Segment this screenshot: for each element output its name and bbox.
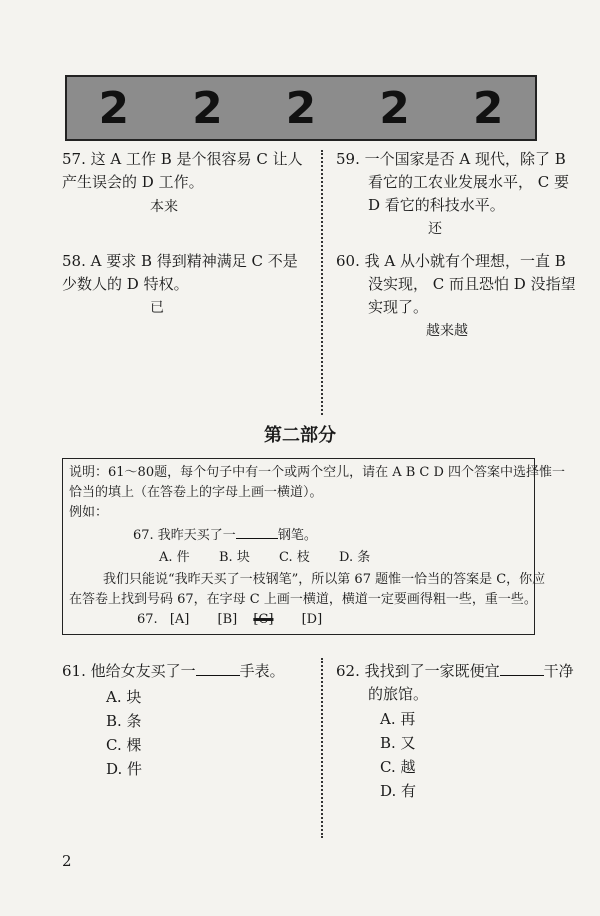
answer-sheet-choice-marked: [C] — [253, 612, 274, 627]
example-sentence — [133, 526, 317, 546]
banner-digit: 2 — [472, 82, 504, 134]
instruction-line: 恰当的填上（在答卷上的字母上画一横道）。 — [69, 485, 323, 500]
page-number: 2 — [62, 852, 72, 870]
question-60 — [336, 250, 576, 319]
example-text: 钢笔。 — [277, 528, 317, 543]
question-58 — [62, 250, 298, 296]
instruction-line: 说明：61～80题，每个句子中有一个或两个空儿，请在 A B C D 四个答案中选择惟一 — [69, 465, 566, 480]
example-option: A. 件 — [159, 550, 190, 565]
instruction-line: 我们只能说“我昨天买了一枝钢笔”，所以第 67 题惟一恰当的答案是 C，你应 — [103, 572, 546, 587]
example-label: 例如： — [69, 505, 109, 520]
banner-digit: 2 — [98, 82, 130, 134]
question-text: 产生误会的 D 工作。 — [62, 173, 204, 191]
question-text: 62. 我找到了一家既便宜 — [336, 662, 500, 680]
question-text: 59. 一个国家是否 A 现代，除了 B — [336, 150, 566, 168]
option-a: A. 块 — [106, 688, 142, 706]
banner-digit: 2 — [379, 82, 410, 134]
question-text: 没实现， C 而且恐怕 D 没指望 — [368, 275, 576, 293]
column-divider — [321, 150, 323, 415]
question-text: 手表。 — [239, 662, 285, 680]
question-text: 实现了。 — [368, 298, 429, 316]
question-text: 60. 我 A 从小就有个理想，一直 B — [336, 252, 566, 270]
question-57 — [62, 148, 303, 194]
answer-sheet-choice: [D] — [301, 612, 323, 627]
option-d: D. 件 — [106, 760, 143, 778]
column-divider — [321, 658, 323, 838]
option-a: A. 再 — [380, 710, 416, 728]
blank — [236, 538, 278, 539]
question-text: D 看它的科技水平。 — [368, 196, 505, 214]
answer-sheet-choice: [B] — [217, 612, 238, 627]
question-text: 58. A 要求 B 得到精神满足 C 不是 — [62, 252, 298, 270]
question-text: 少数人的 D 特权。 — [62, 275, 189, 293]
answer-word-59: 还 — [428, 221, 442, 237]
option-c: C. 棵 — [106, 736, 142, 754]
question-59 — [336, 148, 569, 217]
banner-digit: 2 — [192, 82, 223, 134]
example-text: 67. 我昨天买了一 — [133, 528, 236, 543]
option-c: C. 越 — [380, 758, 416, 776]
question-text: 的旅馆。 — [368, 685, 429, 703]
answer-word-57: 本来 — [150, 199, 178, 215]
blank — [500, 675, 544, 676]
example-option: C. 枝 — [279, 550, 310, 565]
question-62 — [336, 660, 574, 706]
question-text: 57. 这 A 工作 B 是个很容易 C 让人 — [62, 150, 303, 168]
instruction-line: 在答卷上找到号码 67，在字母 C 上画一横道，横道一定要画得粗一些，重一些。 — [69, 592, 537, 607]
answer-sheet-number: 67. — [137, 612, 158, 627]
example-option: D. 条 — [339, 550, 371, 565]
option-d: D. 有 — [380, 782, 417, 800]
section-banner — [65, 75, 537, 141]
answer-word-60: 越来越 — [426, 323, 468, 339]
option-b: B. 又 — [380, 734, 416, 752]
instructions-box — [62, 458, 566, 635]
option-b: B. 条 — [106, 712, 142, 730]
question-text: 看它的工农业发展水平， C 要 — [368, 173, 570, 191]
banner-digit: 2 — [285, 82, 317, 134]
answer-word-58: 已 — [150, 300, 164, 316]
question-text: 61. 他给女友买了一 — [62, 662, 196, 680]
answer-sheet-choice: [A] — [169, 612, 190, 627]
question-61 — [62, 660, 285, 683]
blank — [196, 675, 240, 676]
question-text: 干净 — [543, 662, 574, 680]
example-option: B. 块 — [219, 550, 250, 565]
answer-sheet-example — [137, 610, 322, 630]
section-title: 第二部分 — [264, 425, 336, 446]
